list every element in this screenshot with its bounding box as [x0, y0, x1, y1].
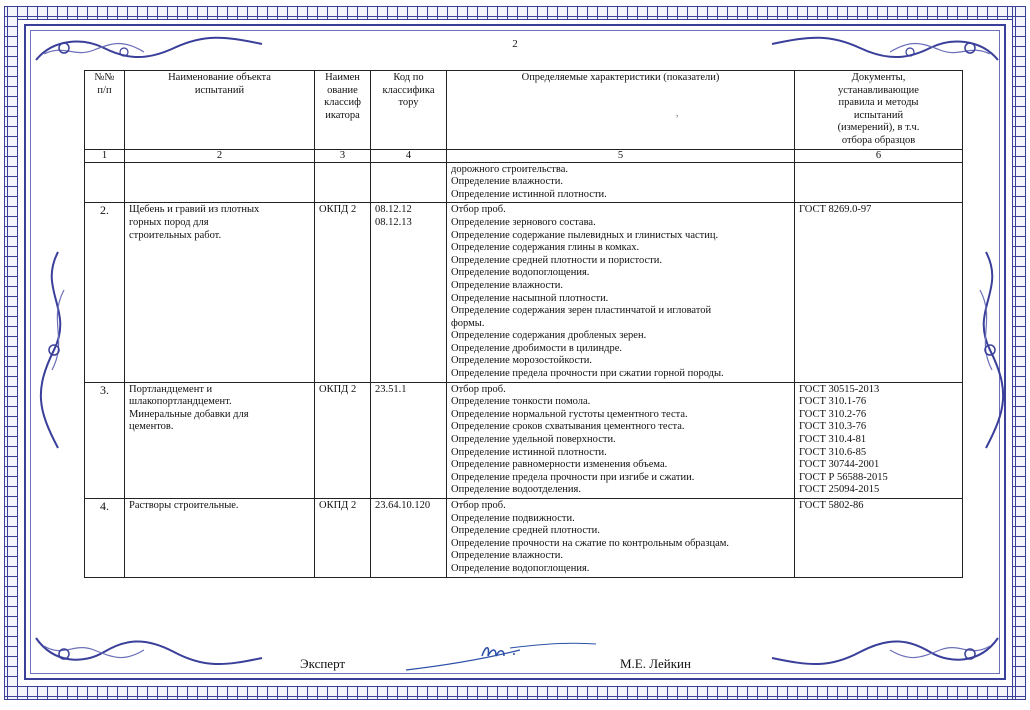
- characteristics-line: Определение истинной плотности.: [451, 446, 607, 458]
- table-row: [85, 203, 963, 382]
- column-header-line: п/п: [97, 84, 112, 96]
- documents-line: ГОСТ 30744-2001: [799, 459, 880, 471]
- column-header-line: устанавливающие: [838, 84, 919, 96]
- cell-classifier: [315, 162, 371, 203]
- cell-characteristics: [447, 382, 795, 498]
- column-header-2: [125, 71, 315, 150]
- characteristics-line: Определение содержания глины в комках.: [451, 242, 640, 254]
- characteristics-line: Определение влажности.: [451, 279, 563, 291]
- object-line: Портландцемент и: [129, 383, 213, 395]
- column-header-line: Наименование объекта: [168, 72, 271, 83]
- characteristics-line: Определение дробимости в цилиндре.: [451, 342, 623, 354]
- column-header-4: [371, 71, 447, 150]
- column-header-6: [795, 71, 963, 150]
- characteristics-line: Определение влажности.: [451, 550, 563, 562]
- cell-documents: [795, 499, 963, 578]
- column-header-line: классифика: [382, 84, 435, 96]
- documents-line: ГОСТ 310.1-76: [799, 396, 867, 408]
- object-line: цементов.: [129, 421, 174, 433]
- codes-line: 08.12.12: [375, 204, 412, 216]
- characteristics-line: формы.: [451, 317, 485, 329]
- characteristics-line: Определение нормальной густоты цементного теста.: [451, 408, 688, 420]
- table-header-row: [85, 71, 963, 150]
- characteristics-line: дорожного строительства.: [451, 163, 569, 175]
- characteristics-line: Определение предела прочности при изгибе и сжатии.: [451, 471, 695, 483]
- greek-key-border-bottom: [4, 686, 1026, 700]
- object-line: горных пород для: [129, 216, 209, 228]
- greek-key-border-left: [4, 6, 18, 700]
- stray-mark: ,: [676, 108, 679, 118]
- characteristics-line: Определение содержание пылевидных и глинистых частиц.: [451, 229, 719, 241]
- object-line: Щебень и гравий из плотных: [129, 204, 260, 216]
- codes-line: 23.51.1: [375, 383, 407, 395]
- documents-line: ГОСТ 25094-2015: [799, 484, 880, 496]
- documents-line: ГОСТ 5802-86: [799, 500, 864, 511]
- documents-line: ГОСТ 310.4-81: [799, 434, 867, 446]
- characteristics-line: Определение водоотделения.: [451, 484, 581, 496]
- cell-num: 2.: [85, 203, 125, 382]
- cell-object: [125, 499, 315, 578]
- ornament-bottom-right: [770, 630, 1000, 670]
- column-number-1: 1: [85, 149, 125, 162]
- cell-documents: [795, 203, 963, 382]
- cell-characteristics: [447, 203, 795, 382]
- column-header-line: испытаний: [194, 84, 245, 96]
- column-number-6: 6: [795, 149, 963, 162]
- column-header-line: испытаний: [853, 109, 904, 121]
- expert-label: Эксперт: [300, 656, 346, 671]
- documents-line: ГОСТ 8269.0-97: [799, 204, 872, 216]
- cell-num: [85, 162, 125, 203]
- cell-num: 3.: [85, 382, 125, 498]
- test-objects-table: [84, 70, 963, 578]
- object-line: Минеральные добавки для: [129, 408, 249, 420]
- characteristics-line: Определение тонкости помола.: [451, 396, 591, 408]
- column-header-line: тору: [398, 97, 419, 109]
- column-number-3: 3: [315, 149, 371, 162]
- cell-object: [125, 162, 315, 203]
- column-number-4: 4: [371, 149, 447, 162]
- column-header-line: правила и методы: [838, 97, 919, 109]
- column-header-line: икатора: [325, 109, 360, 121]
- cell-classifier: ОКПД 2: [315, 203, 371, 382]
- table-row: [85, 162, 963, 203]
- page-number: 2: [512, 38, 518, 50]
- expert-name: М.Е. Лейкин: [620, 656, 691, 671]
- characteristics-line: Определение водопоглощения.: [451, 267, 590, 279]
- documents-line: ГОСТ 310.3-76: [799, 421, 867, 433]
- characteristics-line: Определение средней плотности и пористости.: [451, 254, 662, 266]
- characteristics-line: Определение зернового состава.: [451, 216, 596, 228]
- documents-line: ГОСТ 310.2-76: [799, 408, 867, 420]
- object-line: строительных работ.: [129, 229, 222, 241]
- characteristics-line: Определение влажности.: [451, 176, 563, 188]
- object-line: шлакопортландцемент.: [129, 396, 232, 408]
- column-header-line: ование: [327, 84, 358, 96]
- characteristics-line: Отбор проб.: [451, 500, 506, 511]
- table-row: [85, 382, 963, 498]
- column-header-line: Документы,: [851, 72, 906, 83]
- documents-line: ГОСТ Р 56588-2015: [799, 471, 888, 483]
- column-header-line: Код по: [393, 72, 424, 83]
- codes-line: 23.64.10.120: [375, 500, 431, 511]
- ornament-right-side: [964, 250, 1010, 450]
- characteristics-line: Определение морозостойкости.: [451, 355, 592, 367]
- column-header-line: №№: [94, 72, 115, 83]
- codes-line: 08.12.13: [375, 216, 412, 228]
- cell-codes: [371, 499, 447, 578]
- cell-object: [125, 382, 315, 498]
- characteristics-line: Определение прочности на сжатие по контрольным образцам.: [451, 537, 730, 549]
- column-header-1: [85, 71, 125, 150]
- cell-classifier: ОКПД 2: [315, 499, 371, 578]
- column-number-5: 5: [447, 149, 795, 162]
- characteristics-line: Отбор проб.: [451, 383, 506, 395]
- column-header-5: [447, 71, 795, 150]
- cell-characteristics: [447, 499, 795, 578]
- characteristics-line: Определение удельной поверхности.: [451, 434, 616, 446]
- cell-codes: [371, 382, 447, 498]
- column-header-line: отбора образцов: [841, 134, 916, 146]
- ornament-left-side: [34, 250, 80, 450]
- characteristics-line: Определение истинной плотности.: [451, 188, 607, 200]
- characteristics-line: Определение содержания зерен пластинчатой и игловатой: [451, 305, 712, 317]
- expert-signature: [400, 636, 600, 676]
- characteristics-line: Определение сроков схватывания цементного теста.: [451, 421, 685, 433]
- characteristics-line: Определение предела прочности при сжатии горной породы.: [451, 368, 724, 380]
- ornament-bottom-left: [34, 630, 264, 670]
- cell-characteristics: [447, 162, 795, 203]
- column-header-3: [315, 71, 371, 150]
- cell-documents: [795, 382, 963, 498]
- cell-num: 4.: [85, 499, 125, 578]
- documents-line: ГОСТ 310.6-85: [799, 446, 867, 458]
- documents-line: ГОСТ 30515-2013: [799, 383, 880, 395]
- characteristics-line: Определение содержания дробленых зерен.: [451, 330, 647, 342]
- characteristics-line: Определение насыпной плотности.: [451, 292, 609, 304]
- column-header-line: классиф: [324, 97, 361, 109]
- greek-key-border-right: [1012, 6, 1026, 700]
- column-header-line: (измерений), в т.ч.: [837, 122, 920, 134]
- characteristics-line: Определение средней плотности.: [451, 525, 600, 537]
- cell-documents: [795, 162, 963, 203]
- column-header-line: Наимен: [325, 72, 360, 83]
- greek-key-border-top: [4, 6, 1026, 20]
- cell-object: [125, 203, 315, 382]
- characteristics-line: Определение подвижности.: [451, 512, 575, 524]
- cell-codes: [371, 203, 447, 382]
- cell-classifier: ОКПД 2: [315, 382, 371, 498]
- characteristics-line: Определение равномерности изменения объема.: [451, 459, 668, 471]
- column-number-2: 2: [125, 149, 315, 162]
- column-number-row: [85, 149, 963, 162]
- cell-codes: [371, 162, 447, 203]
- object-line: Растворы строительные.: [129, 500, 239, 511]
- table-row: [85, 499, 963, 578]
- column-header-line: Определяемые характеристики (показатели): [521, 72, 720, 83]
- characteristics-line: Определение водопоглощения.: [451, 562, 590, 574]
- characteristics-line: Отбор проб.: [451, 204, 506, 216]
